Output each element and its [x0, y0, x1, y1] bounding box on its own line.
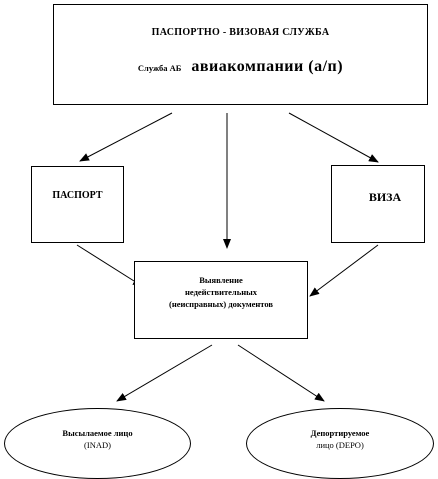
inad-line-1: Высылаемое лицо	[62, 427, 133, 438]
visa-box	[331, 165, 425, 243]
inad-line-2: (INAD)	[84, 439, 111, 450]
arrow-detection-to-depo	[238, 345, 324, 401]
arrow-service-to-passport	[80, 113, 172, 161]
main-box-subtitle-main: авиакомпании (а/п)	[191, 58, 344, 75]
main-box-subtitle-prefix: Служба АБ	[137, 63, 182, 73]
detection-line-3: (неисправных) документов	[169, 299, 273, 309]
arrow-detection-to-inad	[117, 345, 212, 401]
passport-box	[31, 166, 124, 243]
main-box-title: ПАСПОРТНО - ВИЗОВАЯ СЛУЖБА	[151, 27, 330, 38]
inad-ellipse	[4, 408, 191, 479]
depo-line-1: Депортируемое	[310, 427, 370, 438]
detection-line-2: недействительных	[185, 287, 257, 297]
visa-label: ВИЗА	[368, 189, 402, 204]
detection-line-1: Выявление	[199, 275, 243, 285]
main-box-subtitle	[138, 58, 343, 76]
depo-ellipse	[246, 408, 434, 479]
detection-box	[134, 261, 308, 339]
passport-visa-service-box	[53, 4, 428, 105]
arrow-visa-to-detection	[310, 245, 378, 296]
arrow-service-to-visa	[289, 113, 378, 162]
depo-line-2: лицо (DEPO)	[316, 439, 364, 450]
passport-label: ПАСПОРТ	[52, 190, 103, 201]
arrow-passport-to-detection	[77, 245, 142, 286]
